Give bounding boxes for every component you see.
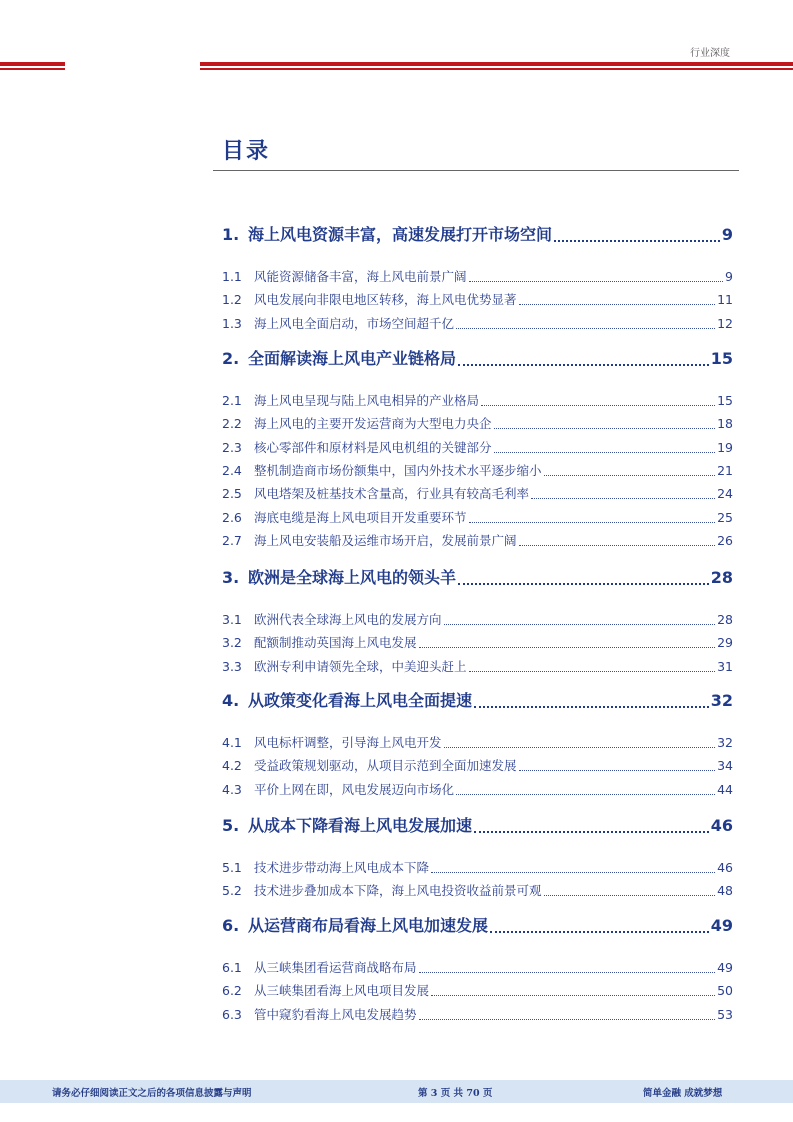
toc-item-leader-dots bbox=[431, 995, 715, 996]
toc-item-page-number: 9 bbox=[725, 269, 733, 284]
toc-item-link[interactable] bbox=[222, 484, 733, 504]
toc-section-leader-dots bbox=[474, 706, 709, 708]
toc-section-page-number: 32 bbox=[710, 691, 733, 710]
toc-section-number: 4. bbox=[222, 691, 240, 710]
toc-item-number: 2.1 bbox=[222, 393, 242, 408]
toc-item-leader-dots bbox=[531, 498, 715, 499]
toc-item-leader-dots bbox=[519, 770, 716, 771]
toc-section-leader-dots bbox=[458, 364, 709, 366]
toc-item-leader-dots bbox=[481, 405, 715, 406]
toc-item-link[interactable] bbox=[222, 267, 733, 287]
toc-section-page-number: 49 bbox=[710, 916, 733, 935]
toc-section-title: 欧洲是全球海上风电的领头羊 bbox=[248, 568, 457, 587]
toc-item-title: 配额制推动英国海上风电发展 bbox=[254, 635, 417, 651]
toc-section-title: 海上风电资源丰富，高速发展打开市场空间 bbox=[248, 225, 553, 244]
toc-item-page-number: 26 bbox=[717, 532, 733, 548]
toc-item-page-number: 15 bbox=[717, 393, 733, 408]
toc-item-number: 6.1 bbox=[222, 960, 242, 975]
toc-item-number: 4.2 bbox=[222, 758, 242, 774]
toc-item-number: 6.2 bbox=[222, 983, 242, 999]
toc-item-number: 2.4 bbox=[222, 462, 242, 478]
toc-item-link[interactable] bbox=[222, 391, 733, 411]
toc-item-link[interactable] bbox=[222, 531, 733, 551]
toc-section-number: 6. bbox=[222, 916, 240, 935]
toc-item-link[interactable] bbox=[222, 314, 733, 334]
toc-item-title: 技术进步叠加成本下降，海上风电投资收益前景可观 bbox=[254, 883, 542, 899]
toc-item-number: 5.1 bbox=[222, 860, 242, 875]
toc-item-title: 技术进步带动海上风电成本下降 bbox=[254, 860, 430, 875]
toc-item-title: 海上风电呈现与陆上风电相异的产业格局 bbox=[254, 393, 480, 408]
footer-slogan: 简单金融 成就梦想 bbox=[643, 1088, 723, 1099]
toc-section-link[interactable] bbox=[222, 688, 733, 714]
toc-section-link[interactable] bbox=[222, 346, 733, 372]
toc-section-page-number: 46 bbox=[710, 816, 733, 835]
toc-section-page-number: 28 bbox=[710, 568, 733, 587]
toc-item-title: 从三峡集团看运营商战略布局 bbox=[254, 960, 417, 975]
toc-item-number: 2.6 bbox=[222, 509, 242, 525]
toc-title-underline bbox=[213, 170, 739, 171]
toc-item-number: 1.3 bbox=[222, 315, 242, 331]
toc-item-number: 2.2 bbox=[222, 416, 242, 432]
toc-section-page-number: 15 bbox=[710, 349, 733, 368]
toc-item-link[interactable] bbox=[222, 1005, 733, 1025]
toc-item-page-number: 53 bbox=[717, 1006, 733, 1022]
toc-item-page-number: 49 bbox=[717, 960, 733, 975]
toc-item-page-number: 25 bbox=[717, 509, 733, 525]
toc-item-link[interactable] bbox=[222, 881, 733, 901]
footer-page-info: 第 3 页 共 70 页 bbox=[418, 1088, 493, 1099]
toc-item-leader-dots bbox=[519, 304, 716, 305]
toc-item-title: 风电塔架及桩基技术含量高，行业具有较高毛利率 bbox=[254, 486, 530, 502]
toc-item-link[interactable] bbox=[222, 633, 733, 653]
toc-section-link[interactable] bbox=[222, 222, 733, 248]
toc-item-title: 风电发展向非限电地区转移，海上风电优势显著 bbox=[254, 292, 517, 308]
toc-item-title: 从三峡集团看海上风电项目发展 bbox=[254, 983, 430, 999]
toc-section-title: 从运营商布局看海上风电加速发展 bbox=[248, 916, 489, 935]
toc-section-page-number: 9 bbox=[721, 225, 733, 244]
header-rule-left-top bbox=[0, 62, 65, 66]
toc-item-title: 整机制造商市场份额集中，国内外技术水平逐步缩小 bbox=[254, 462, 542, 478]
toc-item-number: 5.2 bbox=[222, 883, 242, 899]
toc-item-link[interactable] bbox=[222, 657, 733, 677]
toc-item-link[interactable] bbox=[222, 858, 733, 878]
toc-item-page-number: 34 bbox=[717, 758, 733, 774]
toc-item-leader-dots bbox=[456, 794, 715, 795]
toc-item-number: 3.2 bbox=[222, 635, 242, 651]
toc-item-page-number: 50 bbox=[717, 983, 733, 999]
toc-item-link[interactable] bbox=[222, 290, 733, 310]
toc-section-link[interactable] bbox=[222, 913, 733, 939]
toc-item-link[interactable] bbox=[222, 756, 733, 776]
toc-item-page-number: 11 bbox=[717, 292, 733, 308]
toc-item-leader-dots bbox=[431, 872, 715, 873]
toc-section-number: 2. bbox=[222, 349, 240, 368]
toc-section-link[interactable] bbox=[222, 813, 733, 839]
toc-item-title: 海底电缆是海上风电项目开发重要环节 bbox=[254, 509, 467, 525]
toc-item-link[interactable] bbox=[222, 438, 733, 458]
toc-item-leader-dots bbox=[444, 624, 716, 625]
toc-item-page-number: 28 bbox=[717, 612, 733, 627]
toc-item-link[interactable] bbox=[222, 508, 733, 528]
toc-item-leader-dots bbox=[419, 1019, 716, 1020]
toc-section-title: 从成本下降看海上风电发展加速 bbox=[248, 816, 473, 835]
header-rule-right-bottom bbox=[200, 68, 793, 70]
footer-disclaimer: 请务必仔细阅读正文之后的各项信息披露与声明 bbox=[52, 1088, 252, 1099]
toc-item-link[interactable] bbox=[222, 733, 733, 753]
toc-item-title: 欧洲专利申请领先全球，中美迎头赶上 bbox=[254, 658, 467, 674]
header-rule-right-top bbox=[200, 62, 793, 66]
toc-item-number: 2.7 bbox=[222, 532, 242, 548]
toc-item-link[interactable] bbox=[222, 780, 733, 800]
toc-section-link[interactable] bbox=[222, 565, 733, 591]
toc-item-leader-dots bbox=[469, 522, 716, 523]
toc-item-link[interactable] bbox=[222, 610, 733, 630]
toc-item-link[interactable] bbox=[222, 958, 733, 978]
toc-item-page-number: 48 bbox=[717, 883, 733, 899]
toc-item-leader-dots bbox=[419, 972, 716, 973]
toc-item-number: 3.1 bbox=[222, 612, 242, 627]
toc-item-title: 风电标杆调整，引导海上风电开发 bbox=[254, 735, 442, 750]
toc-section-leader-dots bbox=[474, 831, 709, 833]
toc-item-page-number: 29 bbox=[717, 635, 733, 651]
toc-item-number: 3.3 bbox=[222, 658, 242, 674]
toc-title: 目录 bbox=[222, 139, 271, 164]
toc-item-link[interactable] bbox=[222, 461, 733, 481]
toc-item-link[interactable] bbox=[222, 414, 733, 434]
toc-item-leader-dots bbox=[544, 895, 716, 896]
header-rule-left-bottom bbox=[0, 68, 65, 70]
toc-section-leader-dots bbox=[458, 583, 709, 585]
toc-item-leader-dots bbox=[519, 545, 716, 546]
toc-item-leader-dots bbox=[544, 475, 716, 476]
toc-item-title: 风能资源储备丰富，海上风电前景广阔 bbox=[254, 269, 467, 284]
toc-item-number: 2.5 bbox=[222, 486, 242, 502]
toc-item-page-number: 44 bbox=[717, 781, 733, 797]
toc-section-title: 全面解读海上风电产业链格局 bbox=[248, 349, 457, 368]
toc-section-number: 3. bbox=[222, 568, 240, 587]
toc-section-title: 从政策变化看海上风电全面提速 bbox=[248, 691, 473, 710]
toc-item-title: 海上风电安装船及运维市场开启，发展前景广阔 bbox=[254, 532, 517, 548]
toc-item-number: 6.3 bbox=[222, 1006, 242, 1022]
toc-item-title: 平价上网在即，风电发展迈向市场化 bbox=[254, 781, 455, 797]
toc-item-page-number: 21 bbox=[717, 462, 733, 478]
toc-item-number: 1.2 bbox=[222, 292, 242, 308]
toc-item-link[interactable] bbox=[222, 981, 733, 1001]
toc-item-number: 4.1 bbox=[222, 735, 242, 750]
toc-item-leader-dots bbox=[456, 328, 715, 329]
toc-section-number: 5. bbox=[222, 816, 240, 835]
toc-item-page-number: 12 bbox=[717, 315, 733, 331]
toc-item-title: 管中窥豹看海上风电发展趋势 bbox=[254, 1006, 417, 1022]
toc-item-page-number: 31 bbox=[717, 658, 733, 674]
toc-item-title: 海上风电全面启动，市场空间超千亿 bbox=[254, 315, 455, 331]
toc-item-leader-dots bbox=[469, 671, 716, 672]
toc-item-title: 海上风电的主要开发运营商为大型电力央企 bbox=[254, 416, 492, 432]
toc-item-number: 1.1 bbox=[222, 269, 242, 284]
toc-item-page-number: 46 bbox=[717, 860, 733, 875]
toc-item-title: 核心零部件和原材料是风电机组的关键部分 bbox=[254, 439, 492, 455]
toc-item-leader-dots bbox=[469, 281, 724, 282]
toc-section-number: 1. bbox=[222, 225, 240, 244]
toc-item-leader-dots bbox=[444, 747, 716, 748]
toc-item-leader-dots bbox=[494, 452, 716, 453]
toc-item-leader-dots bbox=[494, 428, 716, 429]
toc-section-leader-dots bbox=[554, 240, 720, 242]
toc-item-title: 受益政策规划驱动，从项目示范到全面加速发展 bbox=[254, 758, 517, 774]
toc-item-page-number: 32 bbox=[717, 735, 733, 750]
toc-section-leader-dots bbox=[490, 931, 709, 933]
toc-item-title: 欧洲代表全球海上风电的发展方向 bbox=[254, 612, 442, 627]
toc-item-page-number: 18 bbox=[717, 416, 733, 432]
toc-item-leader-dots bbox=[419, 647, 716, 648]
toc-item-number: 2.3 bbox=[222, 439, 242, 455]
toc-item-page-number: 24 bbox=[717, 486, 733, 502]
toc-item-page-number: 19 bbox=[717, 439, 733, 455]
toc-item-number: 4.3 bbox=[222, 781, 242, 797]
header-tag: 行业深度 bbox=[690, 48, 730, 59]
